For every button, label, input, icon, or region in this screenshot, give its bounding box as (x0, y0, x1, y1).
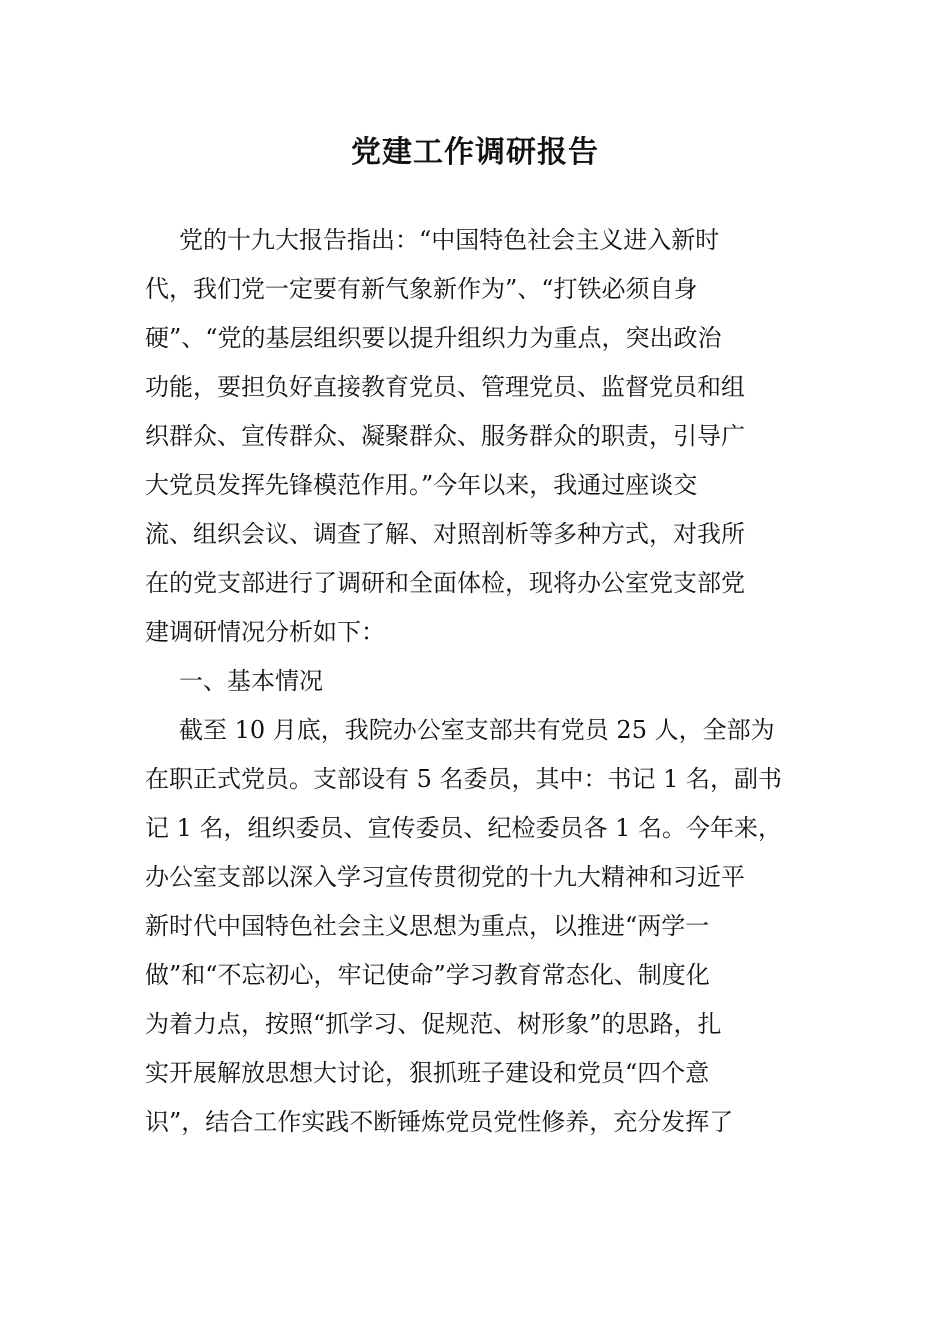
paragraph-1-line: 织群众、宣传群众、凝聚群众、服务群众的职责，引导广 (145, 422, 745, 450)
paragraph-2-line: 在职正式党员。支部设有 5 名委员，其中：书记 1 名，副书 (145, 765, 783, 793)
document-body (145, 216, 835, 1147)
section-heading: 一、基本情况 (179, 667, 323, 695)
paragraph-2-line: 截至 10 月底，我院办公室支部共有党员 25 人，全部为 (179, 716, 775, 744)
document-title: 党建工作调研报告 (351, 135, 599, 170)
paragraph-1-line: 流、组织会议、调查了解、对照剖析等多种方式，对我所 (145, 520, 745, 548)
paragraph-1-line: 功能，要担负好直接教育党员、管理党员、监督党员和组 (145, 373, 745, 401)
paragraph-2-line: 实开展解放思想大讨论，狠抓班子建设和党员“四个意 (145, 1059, 710, 1087)
paragraph-2-line: 做”和“不忘初心，牢记使命”学习教育常态化、制度化 (145, 961, 710, 989)
paragraph-1-line: 建调研情况分析如下： (145, 618, 385, 646)
paragraph-1-line: 在的党支部进行了调研和全面体检，现将办公室党支部党 (145, 569, 745, 597)
paragraph-2-line: 为着力点，按照“抓学习、促规范、树形象”的思路，扎 (145, 1010, 722, 1038)
paragraph-1-line: 党的十九大报告指出：“中国特色社会主义进入新时 (179, 226, 720, 254)
paragraph-1-line: 硬”、“党的基层组织要以提升组织力为重点，突出政治 (145, 324, 722, 352)
paragraph-2-line: 办公室支部以深入学习宣传贯彻党的十九大精神和习近平 (145, 863, 745, 891)
paragraph-2-line: 新时代中国特色社会主义思想为重点，以推进“两学一 (145, 912, 710, 940)
paragraph-1-line: 大党员发挥先锋模范作用。”今年以来，我通过座谈交 (145, 471, 698, 499)
paragraph-1-line: 代，我们党一定要有新气象新作为”、“打铁必须自身 (145, 275, 698, 303)
paragraph-2-line: 记 1 名，组织委员、宣传委员、纪检委员各 1 名。今年来， (145, 814, 783, 842)
paragraph-2-line: 识”，结合工作实践不断锤炼党员党性修养，充分发挥了 (145, 1108, 734, 1136)
